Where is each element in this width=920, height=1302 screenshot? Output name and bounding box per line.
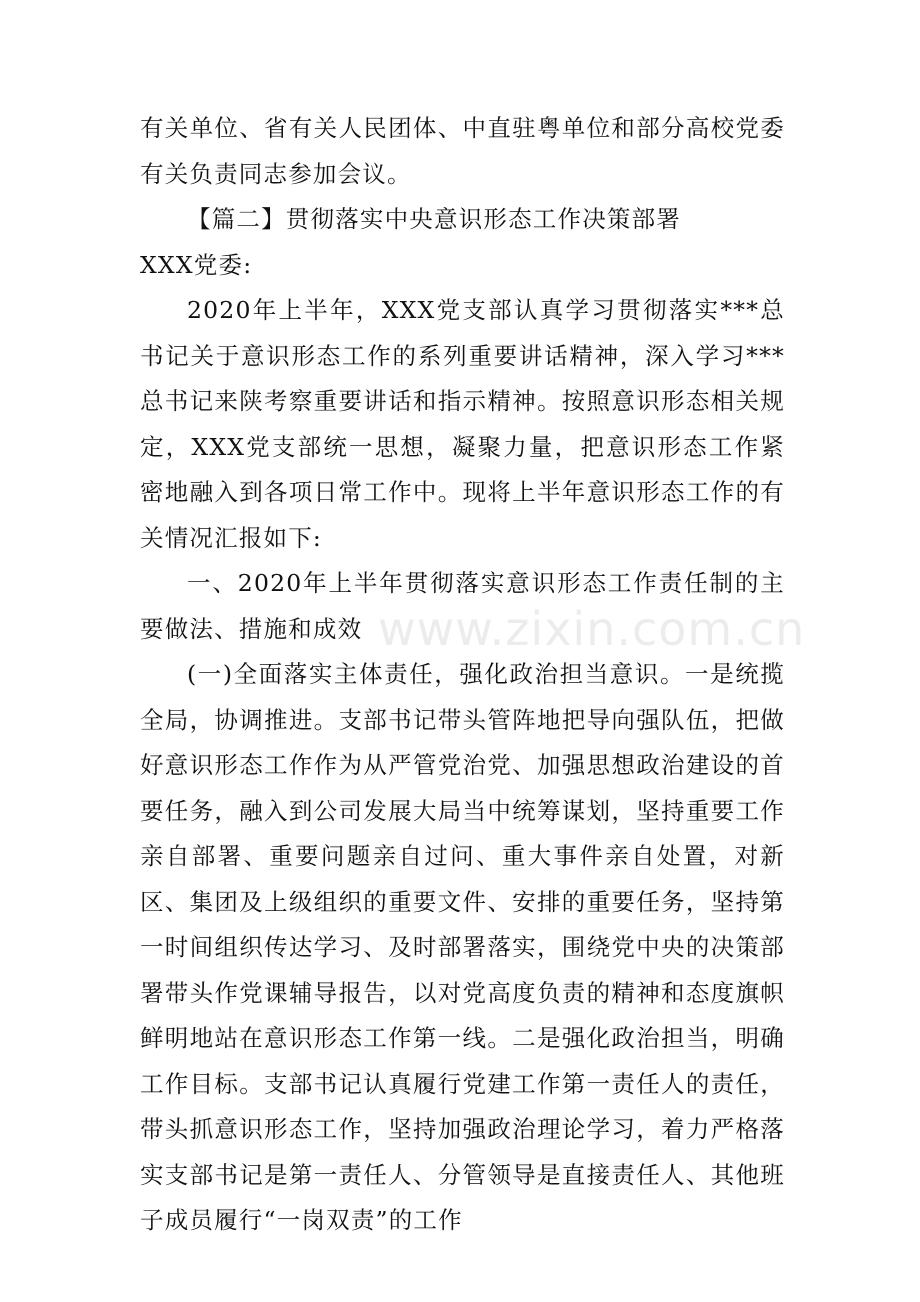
subsection-heading: 一、2020年上半年贯彻落实意识形态工作责任制的主要做法、措施和成效 xyxy=(140,569,785,643)
watermark: www.zixin.com.cn xyxy=(378,602,806,656)
paragraph-intro: 2020年上半年，XXX党支部认真学习贯彻落实***总书记关于意识形态工作的系列重要讲话精神，深入学习***总书记来陕考察重要讲话和指示精神。按照意识形态相关规定，XXX党支部统一思想，凝聚力量，把意识形态工作紧密地融入到各项日常工作中。现将上半年意识形态工作的有关情况汇报如下: xyxy=(140,296,785,552)
salutation: XXX党委: xyxy=(140,250,253,279)
section-heading: 【篇二】贯彻落实中央意识形态工作决策部署 xyxy=(187,205,681,233)
paragraph-attendees: 有关单位、省有关人民团体、中直驻粤单位和部分高校党委有关负责同志参加会议。 xyxy=(140,114,785,188)
paragraph-main-responsibility: (一)全面落实主体责任，强化政治担当意识。一是统揽全局，协调推进。支部书记带头管阵地把导向强队伍，把做好意识形态工作作为从严管党治党、加强思想政治建设的首要任务，融入到公司发展大局当中统筹谋划，坚持重要工作亲自部署、重要问题亲自过问、重大事件亲自处置，对新区、集团及上级组织的重要文件、安排的重要任务，坚持第一时间组织传达学习、及时部署落实，围绕党中央的决策部署带头作党课辅导报告，以对党高度负责的精神和态度旗帜鲜明地站在意识形态工作第一线。二是强化政治担当，明确工作目标。支部书记认真履行党建工作第一责任人的责任，带头抓意识形态工作，坚持加强政治理论学习，着力严格落实支部书记是第一责任人、分管领导是直接责任人、其他班子成员履行“一岗双责”的工作 xyxy=(140,660,785,1234)
document-body xyxy=(140,106,785,1244)
